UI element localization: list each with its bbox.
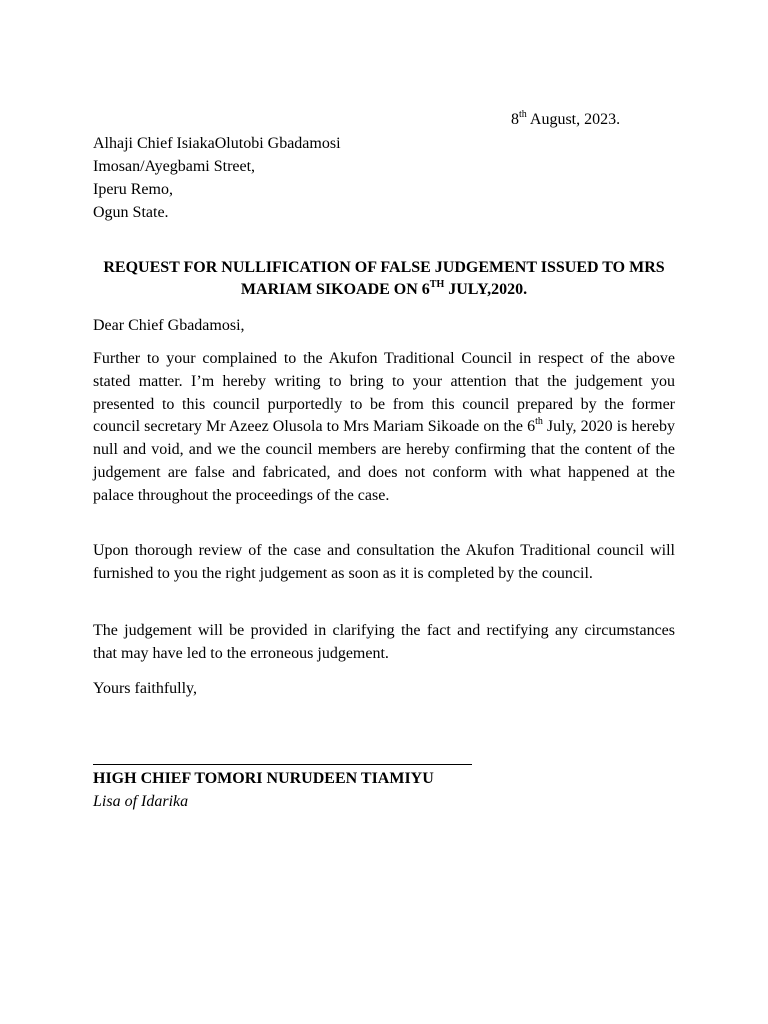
subject-text-main: REQUEST FOR NULLIFICATION OF FALSE JUDGEMENT ISSUED TO MRS MARIAM SIKOADE ON 6 [103,259,665,298]
letter-subject [93,257,675,301]
body-paragraph-3: The judgement will be provided in clarifying the fact and rectifying any circumstances that may have led to the erroneous judgement. [93,622,675,662]
paragraph-1-text-b: July, 2020 is hereby null and void, and we the council members are hereby confirming that the content of the judgement are false and fabricated, and does not conform with what happened at the palace throughout the proceedings of the case. [93,418,675,504]
recipient-street: Imosan/Ayegbami Street, [93,158,256,175]
subject-text-date: JULY,2020. [444,281,528,298]
body-paragraph-2: Upon thorough review of the case and consultation the Akufon Traditional council will furnished to you the right judgement as soon as it is completed by the council. [93,542,675,582]
paragraph-1-ordinal-suffix: th [535,416,543,428]
recipient-state: Ogun State. [93,204,169,221]
closing: Yours faithfully, [93,680,198,697]
date-day: 8 [511,111,519,128]
recipient-address [93,132,341,224]
letter-date [511,109,620,131]
body-paragraph-1 [93,348,675,508]
paragraph-1-text-a: Further to your complained to the Akufon Traditional Council in respect of the above stated matter. I’m hereby writing to bring to your attention that the judgement you presented to this council purportedly to be from this council prepared by the former council secretary Mr Azeez Olusola to Mrs Mariam Sikoade on the 6 [93,350,675,436]
recipient-name: Alhaji Chief IsiakaOlutobi Gbadamosi [93,135,341,152]
salutation: Dear Chief Gbadamosi, [93,317,245,334]
subject-ordinal-suffix: TH [429,278,445,290]
signature-line [93,764,472,765]
recipient-town: Iperu Remo, [93,181,173,198]
signer-title: Lisa of Idarika [93,793,189,810]
date-month-year: August, 2023. [526,111,621,128]
signer-name: HIGH CHIEF TOMORI NURUDEEN TIAMIYU [93,770,434,787]
date-ordinal-suffix: th [519,108,527,120]
